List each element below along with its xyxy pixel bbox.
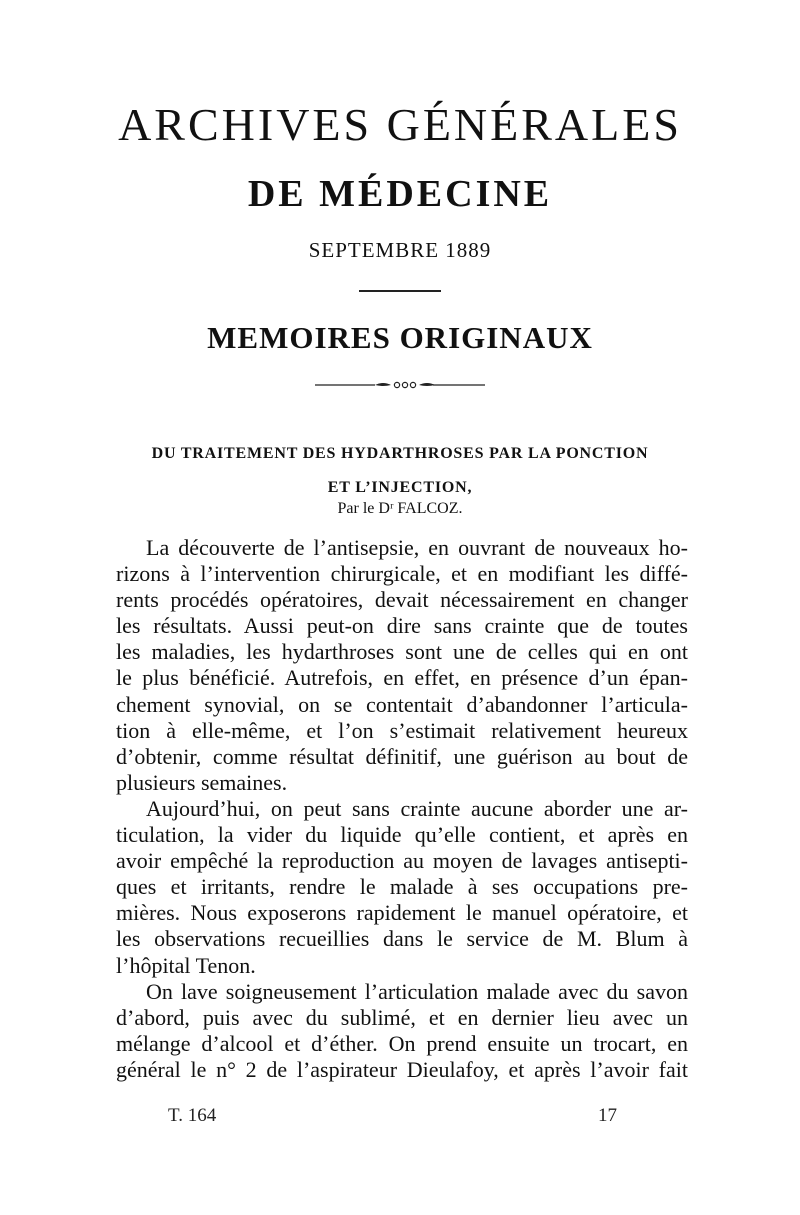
body-line: d’abord, puis avec du sublimé, et en dernier lieu avec un xyxy=(116,1004,688,1030)
volume-number: T. 164 xyxy=(168,1105,217,1126)
body-line: l’hôpital Tenon. xyxy=(116,952,256,978)
body-line: chement synovial, on se contentait d’abandonner l’articula- xyxy=(116,691,688,717)
body-line: Aujourd’hui, on peut sans crainte aucune aborder une ar- xyxy=(146,795,688,821)
body-line: général le n° 2 de l’aspirateur Dieulafoy, et après l’avoir fait xyxy=(116,1056,688,1082)
body-line: le plus bénéficié. Autrefois, en effet, en présence d’un épan- xyxy=(116,665,688,691)
body-line: On lave soigneusement l’articulation malade avec du savon xyxy=(146,978,688,1004)
divider-rule xyxy=(359,290,441,292)
byline: Par le Dʳ FALCOZ. xyxy=(337,500,463,517)
body-line: mières. Nous exposerons rapidement le manuel opératoire, et xyxy=(116,900,688,926)
body-line: rizons à l’intervention chirurgicale, et en modifiant les diffé- xyxy=(116,561,688,587)
body-line: les résultats. Aussi peut-on dire sans crainte que de toutes xyxy=(116,613,688,639)
section-title: MEMOIRES ORIGINAUX xyxy=(207,320,593,355)
body-line: La découverte de l’antisepsie, en ouvrant de nouveaux ho- xyxy=(146,535,688,560)
body-line: les maladies, les hydarthroses sont une de celles qui en ont xyxy=(116,639,688,665)
signature-mark: 17 xyxy=(598,1105,617,1126)
article-title-line-1: DU TRAITEMENT DES HYDARTHROSES PAR LA PONCTION xyxy=(151,445,649,462)
body-line: avoir empêché la reproduction au moyen de lavages antisepti- xyxy=(116,848,688,874)
body-line: rents procédés opératoires, devait nécessairement en changer xyxy=(116,587,688,613)
page-footer xyxy=(0,1105,800,1135)
article-body xyxy=(116,535,688,1083)
article-heading xyxy=(0,437,800,505)
body-line: tion à elle-même, et l’on s’estimait relativement heureux xyxy=(116,717,688,743)
journal-title: ARCHIVES GÉNÉRALES xyxy=(118,99,682,150)
journal-subtitle: DE MÉDECINE xyxy=(247,173,553,215)
body-line: d’obtenir, comme résultat définitif, une guérison au bout de xyxy=(116,743,688,769)
body-line: ticulation, la vider du liquide qu’elle contient, et après en xyxy=(116,822,688,848)
ornamental-divider-icon xyxy=(315,376,485,392)
article-title-line-2: ET L’INJECTION, xyxy=(327,479,473,496)
body-line: les observations recueillies dans le service de M. Blum à xyxy=(116,926,688,952)
body-line: ques et irritants, rendre le malade à ses occupations pre- xyxy=(116,874,688,900)
body-line: plusieurs semaines. xyxy=(116,769,288,795)
body-line: mélange d’alcool et d’éther. On prend ensuite un trocart, en xyxy=(116,1030,688,1056)
issue-date: SEPTEMBRE 1889 xyxy=(308,238,492,262)
